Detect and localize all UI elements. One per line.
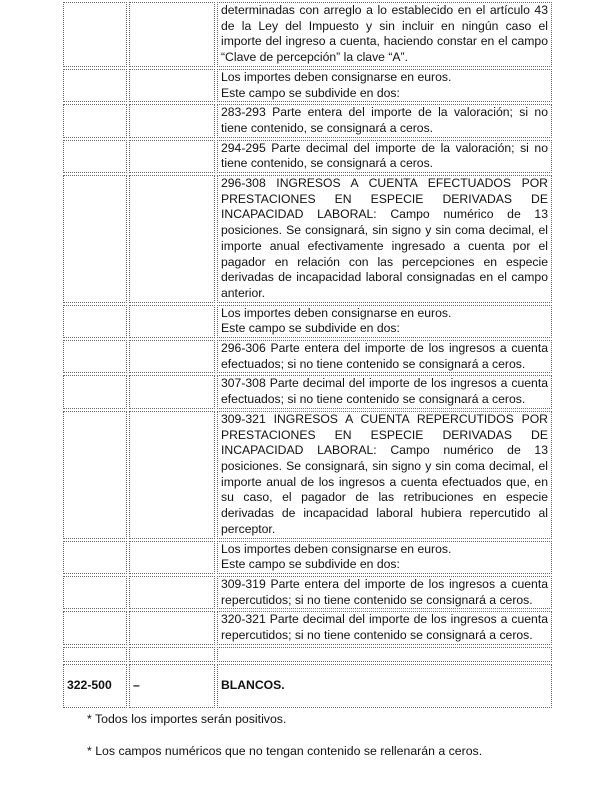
table-row <box>63 611 552 644</box>
description-cell <box>217 647 552 662</box>
table-row <box>63 541 552 574</box>
positions-cell <box>63 104 127 137</box>
description-cell: 309-321 INGRESOS A CUENTA REPERCUTIDOS POR PRESTACIONES EN ESPECIE DERIVADAS DE INCAPACIDAD LABORAL: Campo numérico de 13 posiciones. Se consignará, sin signo y sin coma decimal, el importe anual de los ingresos a cuenta efectuados que, en su caso, el pagador de las retribuciones en especie derivadas de incapacidad laboral hubiera repercutido al perceptor. <box>217 411 552 539</box>
description-cell: 294-295 Parte decimal del importe de la valoración; si no tiene contenido, se consignará a ceros. <box>217 140 552 173</box>
description-cell <box>217 541 552 574</box>
positions-cell <box>63 541 127 574</box>
footnotes <box>87 712 482 776</box>
type-cell <box>129 140 215 173</box>
table-row-blancos <box>63 664 552 708</box>
description-cell: 309-319 Parte entera del importe de los ingresos a cuenta repercutidos; si no tiene contenido se consignará a ceros. <box>217 576 552 609</box>
type-cell <box>129 69 215 102</box>
positions-cell <box>63 305 127 338</box>
table-row <box>63 576 552 609</box>
positions-cell <box>63 69 127 102</box>
type-cell <box>129 175 215 303</box>
description-cell: 296-308 INGRESOS A CUENTA EFECTUADOS POR PRESTACIONES EN ESPECIE DERIVADAS DE INCAPACIDAD LABORAL: Campo numérico de 13 posiciones. Se consignará, sin signo y sin coma decimal, el importe anual efectivamente ingresado a cuenta por el pagador en relación con las percepciones en especie derivadas de incapacidad laboral consignadas en el campo anterior. <box>217 175 552 303</box>
table-row <box>63 375 552 408</box>
positions-cell <box>63 175 127 303</box>
type-cell <box>129 611 215 644</box>
description-cell <box>217 69 552 102</box>
footnote: * Los campos numéricos que no tengan contenido se rellenarán a ceros. <box>87 744 483 758</box>
type-cell <box>129 375 215 408</box>
type-cell <box>129 411 215 539</box>
positions-cell <box>63 340 127 373</box>
description-cell: 307-308 Parte decimal del importe de los ingresos a cuenta efectuados; si no tiene contenido se consignará a ceros. <box>217 375 552 408</box>
table-row <box>63 340 552 373</box>
table-row <box>63 175 552 303</box>
description-cell <box>217 305 552 338</box>
description-line: Este campo se subdivide en dos: <box>221 557 400 572</box>
description-cell: 283-293 Parte entera del importe de la valoración; si no tiene contenido, se consignará a ceros. <box>217 104 552 137</box>
type-cell <box>129 2 215 67</box>
description-cell: BLANCOS. <box>217 664 552 708</box>
description-cell: determinadas con arreglo a lo establecido en el artículo 43 de la Ley del Impuesto y sin incluir en ningún caso el importe del ingreso a cuenta, haciendo constar en el campo “Clave de percepción” la clave “A”. <box>217 2 552 67</box>
positions-cell: 322-500 <box>63 664 127 708</box>
positions-cell <box>63 140 127 173</box>
description-line: Los importes deben consignarse en euros. <box>221 305 452 320</box>
type-cell <box>129 541 215 574</box>
description-cell: 296-306 Parte entera del importe de los ingresos a cuenta efectuados; si no tiene contenido se consignará a ceros. <box>217 340 552 373</box>
type-cell <box>129 340 215 373</box>
type-cell <box>129 104 215 137</box>
footnote: * Todos los importes serán positivos. <box>87 712 287 726</box>
positions-cell <box>63 375 127 408</box>
positions-cell <box>63 576 127 609</box>
table-row <box>63 411 552 539</box>
positions-cell <box>63 411 127 539</box>
type-cell <box>129 647 215 662</box>
positions-cell <box>63 647 127 662</box>
description-cell: 320-321 Parte decimal del importe de los ingresos a cuenta repercutidos; si no tiene contenido se consignará a ceros. <box>217 611 552 644</box>
description-line: Este campo se subdivide en dos: <box>221 321 400 336</box>
positions-cell <box>63 2 127 67</box>
table-row <box>63 69 552 102</box>
table-row <box>63 2 552 67</box>
table-row <box>63 104 552 137</box>
table-row <box>63 140 552 173</box>
description-line: Los importes deben consignarse en euros. <box>221 541 452 556</box>
field-spec-table <box>61 0 554 710</box>
description-line: Este campo se subdivide en dos: <box>221 85 400 100</box>
type-cell <box>129 576 215 609</box>
type-cell <box>129 305 215 338</box>
empty-row <box>63 647 552 662</box>
table-row <box>63 305 552 338</box>
positions-cell <box>63 611 127 644</box>
type-cell: – <box>129 664 215 708</box>
description-line: Los importes deben consignarse en euros. <box>221 69 452 84</box>
